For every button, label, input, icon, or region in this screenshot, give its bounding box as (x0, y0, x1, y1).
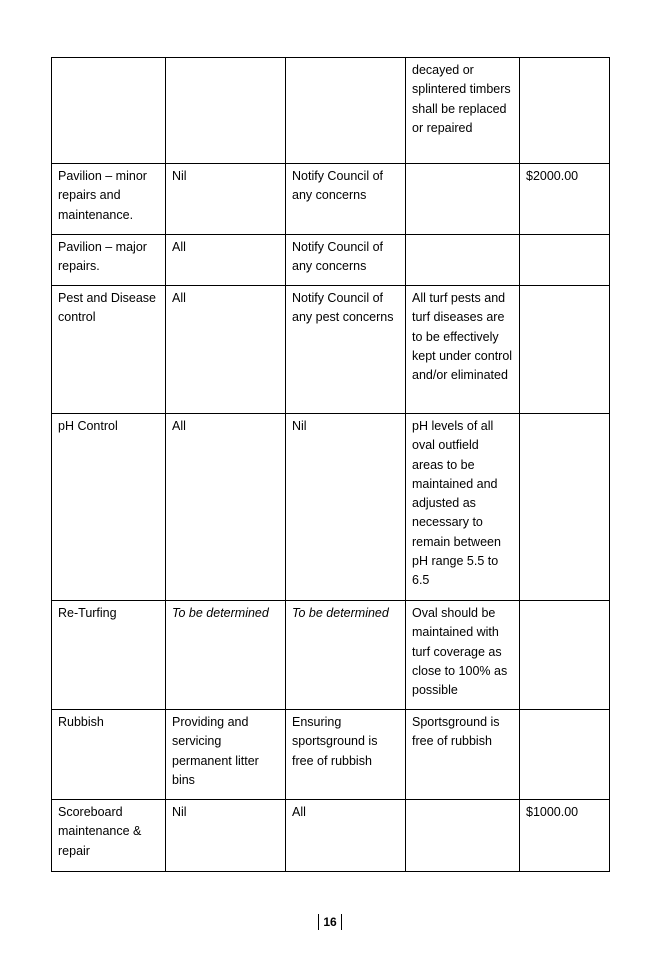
maintenance-table (51, 57, 610, 872)
table-cell (520, 414, 610, 601)
table-cell: All (286, 800, 406, 872)
table-cell: Nil (166, 164, 286, 235)
table-cell: Nil (286, 414, 406, 601)
table-cell (406, 235, 520, 286)
table-cell: $1000.00 (520, 800, 610, 872)
table-cell (166, 58, 286, 164)
table-row (52, 286, 610, 414)
table-row (52, 164, 610, 235)
table-cell: Nil (166, 800, 286, 872)
table-cell: decayed or splintered timbers shall be replaced or repaired (406, 58, 520, 164)
table-cell: Notify Council of any concerns (286, 235, 406, 286)
table-cell: All turf pests and turf diseases are to be effectively kept under control and/or eliminated (406, 286, 520, 414)
table-cell: $2000.00 (520, 164, 610, 235)
table-cell: Providing and servicing permanent litter bins (166, 710, 286, 800)
page-number: 16 (318, 914, 341, 930)
table-cell: All (166, 235, 286, 286)
table-cell: Scoreboard maintenance & repair (52, 800, 166, 872)
table-cell (520, 235, 610, 286)
table-row (52, 58, 610, 164)
table-cell: pH Control (52, 414, 166, 601)
table-cell: Ensuring sportsground is free of rubbish (286, 710, 406, 800)
table-row (52, 710, 610, 800)
table-row (52, 601, 610, 710)
table-cell: Oval should be maintained with turf coverage as close to 100% as possible (406, 601, 520, 710)
table-cell: Sportsground is free of rubbish (406, 710, 520, 800)
table-cell: All (166, 286, 286, 414)
table-cell: To be determined (286, 601, 406, 710)
table-cell: To be determined (166, 601, 286, 710)
table-cell (520, 58, 610, 164)
table-cell: All (166, 414, 286, 601)
table-cell (286, 58, 406, 164)
table-cell: Pavilion – minor repairs and maintenance. (52, 164, 166, 235)
table-cell: Pavilion – major repairs. (52, 235, 166, 286)
table-cell (520, 710, 610, 800)
table-cell: Rubbish (52, 710, 166, 800)
table-cell (52, 58, 166, 164)
table-row (52, 800, 610, 872)
table-cell: pH levels of all oval outfield areas to be maintained and adjusted as necessary to remain between pH range 5.5 to 6.5 (406, 414, 520, 601)
table-cell: Pest and Disease control (52, 286, 166, 414)
page-footer (0, 914, 660, 930)
table-row (52, 235, 610, 286)
table-cell (406, 800, 520, 872)
table-row (52, 414, 610, 601)
table-cell: Re-Turfing (52, 601, 166, 710)
table-cell (520, 601, 610, 710)
table-cell: Notify Council of any pest concerns (286, 286, 406, 414)
table-cell: Notify Council of any concerns (286, 164, 406, 235)
table-cell (406, 164, 520, 235)
table-cell (520, 286, 610, 414)
